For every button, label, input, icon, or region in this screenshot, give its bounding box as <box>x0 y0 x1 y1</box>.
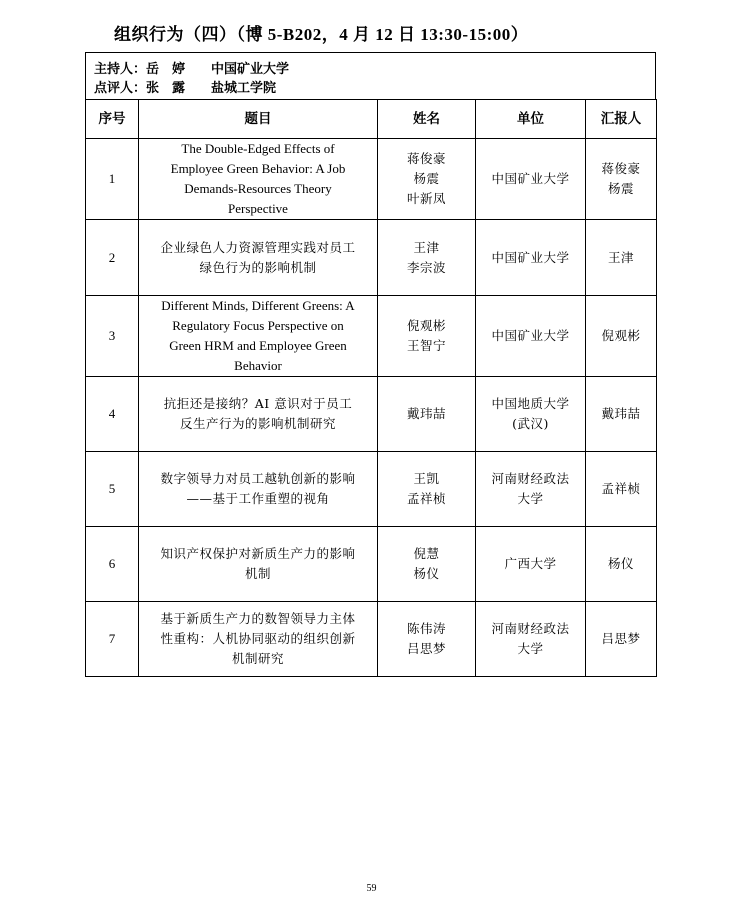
row-topic-line: 知识产权保护对新质生产力的影响 <box>160 546 356 561</box>
row-unit-line: 广西大学 <box>504 556 557 571</box>
row-names-line: 王津 <box>413 239 440 255</box>
row-topic-line: Demands-Resources Theory <box>184 181 332 196</box>
row-topic <box>139 220 378 296</box>
host-line: 主持人：岳 婷 中国矿业大学 <box>94 61 290 76</box>
row-names-line: 倪慧 <box>413 546 440 561</box>
row-names <box>378 452 476 527</box>
row-names-line: 孟祥桢 <box>406 491 446 506</box>
row-names <box>378 602 476 677</box>
row-topic <box>139 602 378 677</box>
row-topic-line: 企业绿色人力资源管理实践对员工 <box>160 239 356 255</box>
table-row <box>86 296 657 377</box>
row-unit-line: 中国矿业大学 <box>491 328 570 343</box>
table-row <box>86 377 657 452</box>
row-names-line: 叶新凤 <box>406 191 446 206</box>
row-names-line: 杨仪 <box>413 566 440 581</box>
row-topic-line: 数字领导力对员工越轨创新的影响 <box>160 471 356 486</box>
row-topic-line: Employee Green Behavior: A Job <box>170 161 346 176</box>
row-topic-line: ——基于工作重塑的视角 <box>186 491 330 506</box>
row-topic-line: Regulatory Focus Perspective on <box>172 318 344 333</box>
row-number: 2 <box>86 220 139 296</box>
header-topic: 题目 <box>139 100 378 139</box>
row-number: 4 <box>86 377 139 452</box>
table-row <box>86 139 657 220</box>
row-topic-line: The Double-Edged Effects of <box>181 141 335 156</box>
row-names-line: 杨震 <box>413 171 440 186</box>
row-presenter-line: 倪观彬 <box>601 328 641 343</box>
table-row <box>86 452 657 527</box>
header-no: 序号 <box>86 100 139 139</box>
row-names-line: 李宗波 <box>406 259 446 275</box>
row-presenter <box>586 377 657 452</box>
row-unit <box>476 602 586 677</box>
row-unit-line: 大学 <box>517 491 544 506</box>
row-names-line: 蒋俊豪 <box>406 151 446 166</box>
row-number: 1 <box>86 139 139 220</box>
row-number: 6 <box>86 527 139 602</box>
row-presenter <box>586 220 657 296</box>
row-topic-line: 机制研究 <box>231 651 284 666</box>
row-topic <box>139 139 378 220</box>
row-unit <box>476 220 586 296</box>
row-unit <box>476 377 586 452</box>
row-presenter-line: 王津 <box>607 249 634 265</box>
row-topic-line: Different Minds, Different Greens: A <box>161 298 355 313</box>
row-unit <box>476 139 586 220</box>
header-unit: 单位 <box>476 100 586 139</box>
row-number: 7 <box>86 602 139 677</box>
row-unit-line: 河南财经政法 <box>491 471 570 486</box>
row-unit <box>476 527 586 602</box>
row-names <box>378 220 476 296</box>
row-topic-line: 性重构：人机协同驱动的组织创新 <box>160 631 356 646</box>
row-names-line: 戴玮喆 <box>406 406 446 421</box>
row-names-line: 倪观彬 <box>406 318 446 333</box>
row-unit <box>476 452 586 527</box>
row-presenter-line: 杨仪 <box>607 556 634 571</box>
page-number: 59 <box>366 883 377 894</box>
row-names <box>378 527 476 602</box>
table-header-row <box>86 100 657 139</box>
row-topic <box>139 452 378 527</box>
session-info <box>85 52 656 99</box>
row-presenter-line: 蒋俊豪 <box>601 161 641 176</box>
row-unit-line: 中国矿业大学 <box>491 249 570 265</box>
row-unit <box>476 296 586 377</box>
row-names <box>378 296 476 377</box>
table-row <box>86 220 657 296</box>
row-presenter <box>586 296 657 377</box>
row-topic-line: Perspective <box>228 201 288 216</box>
row-presenter-line: 吕思梦 <box>601 631 641 646</box>
row-presenter <box>586 527 657 602</box>
row-topic-line: 抗拒还是接纳？AI 意识对于员工 <box>163 396 353 411</box>
session-sheet <box>85 52 656 677</box>
row-presenter <box>586 452 657 527</box>
row-names-line: 王凯 <box>413 471 440 486</box>
row-unit-line: 河南财经政法 <box>491 621 570 636</box>
row-topic <box>139 377 378 452</box>
schedule-table <box>85 99 657 677</box>
row-names <box>378 377 476 452</box>
row-presenter-line: 孟祥桢 <box>601 481 641 496</box>
row-names-line: 吕思梦 <box>406 641 446 656</box>
row-topic-line: Green HRM and Employee Green <box>169 338 347 353</box>
table-row <box>86 602 657 677</box>
header-names: 姓名 <box>378 100 476 139</box>
row-topic-line: Behavior <box>234 358 282 373</box>
row-number: 5 <box>86 452 139 527</box>
row-presenter-line: 杨震 <box>607 181 634 196</box>
row-topic-line: 基于新质生产力的数智领导力主体 <box>160 611 356 626</box>
row-topic <box>139 527 378 602</box>
row-topic-line: 反生产行为的影响机制研究 <box>179 416 336 431</box>
row-number: 3 <box>86 296 139 377</box>
row-names-line: 陈伟涛 <box>406 621 446 636</box>
row-unit-line: 大学 <box>517 641 544 656</box>
row-presenter <box>586 602 657 677</box>
row-names <box>378 139 476 220</box>
row-topic-line: 绿色行为的影响机制 <box>199 259 317 275</box>
table-row <box>86 527 657 602</box>
header-presenter: 汇报人 <box>586 100 657 139</box>
reviewer-line: 点评人：张 露 盐城工学院 <box>94 80 277 95</box>
row-names-line: 王智宁 <box>406 338 446 353</box>
row-unit-line: 中国地质大学 <box>491 396 570 411</box>
row-topic <box>139 296 378 377</box>
session-title: 组织行为（四）（博 5-B202，4 月 12 日 13:30-15:00） <box>114 25 529 44</box>
row-presenter <box>586 139 657 220</box>
row-unit-line: 中国矿业大学 <box>491 171 570 186</box>
row-presenter-line: 戴玮喆 <box>601 406 641 421</box>
row-unit-line: (武汉) <box>512 416 549 431</box>
row-topic-line: 机制 <box>244 566 271 581</box>
